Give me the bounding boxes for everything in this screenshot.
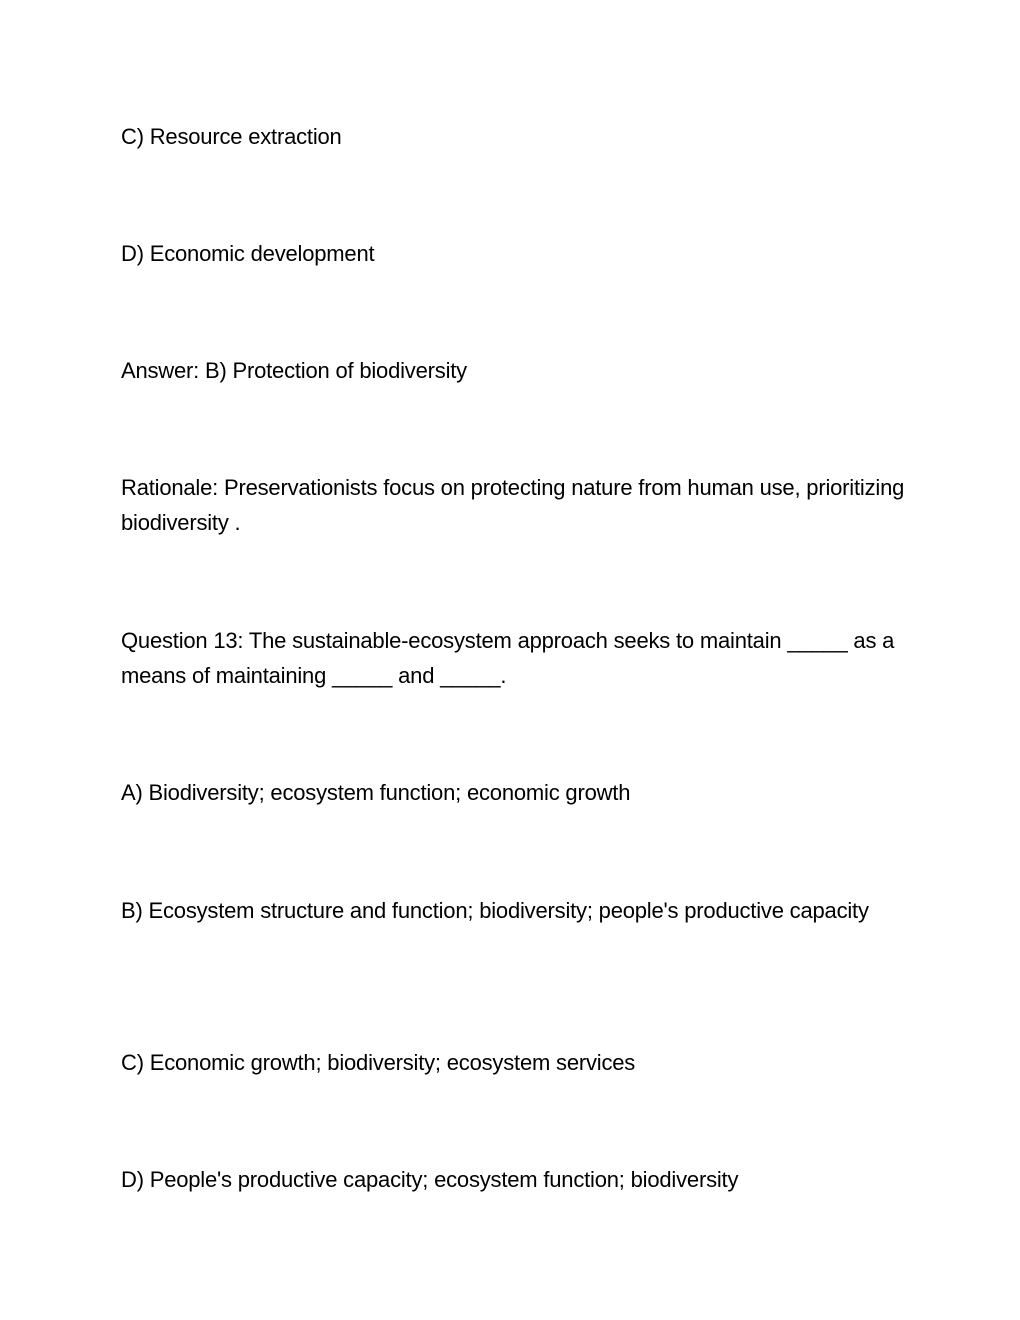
option-d: D) People's productive capacity; ecosystem function; biodiversity <box>121 1167 739 1192</box>
rationale-text: Rationale: Preservationists focus on protecting nature from human use, prioritizing biodiversity . <box>121 475 905 535</box>
option-a: A) Biodiversity; ecosystem function; economic growth <box>121 780 631 805</box>
option-c: C) Economic growth; biodiversity; ecosystem services <box>121 1050 636 1075</box>
question-13-text: Question 13: The sustainable-ecosystem approach seeks to maintain _____ as a means of maintaining _____ and _____. <box>121 628 895 688</box>
option-c-resource-extraction: C) Resource extraction <box>121 124 342 149</box>
option-b: B) Ecosystem structure and function; biodiversity; people's productive capacity <box>121 898 869 923</box>
answer-text: Answer: B) Protection of biodiversity <box>121 358 467 383</box>
option-d-economic-development: D) Economic development <box>121 241 375 266</box>
